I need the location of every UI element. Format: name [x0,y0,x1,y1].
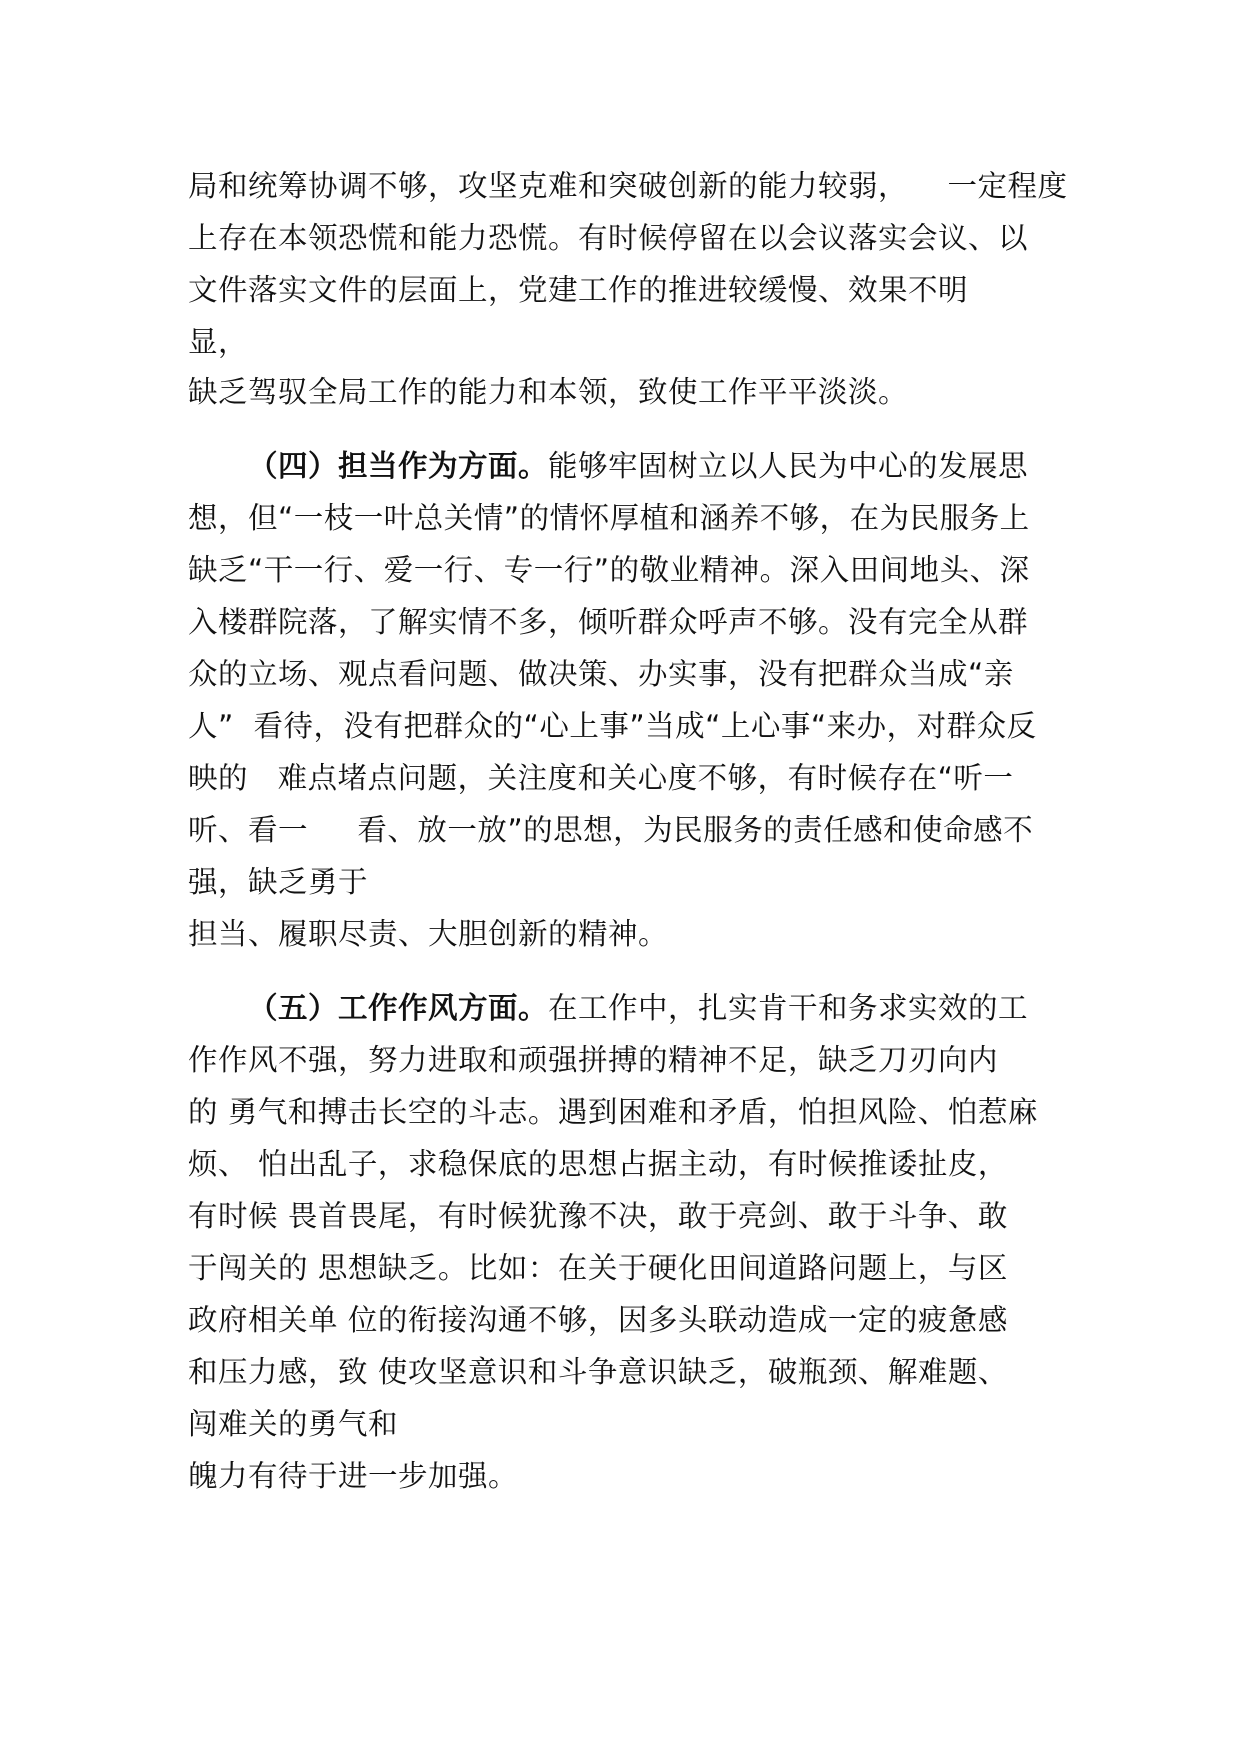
text-line: 局和统筹协调不够，攻坚克难和突破创新的能力较弱， 一定程度 [188,169,1068,203]
text-line: 魄力有待于进一步加强。 [188,1459,519,1493]
section-5-first-line-text: 在工作中，扎实肯干和务求实效的工 [548,991,1029,1025]
text-line: 担当、履职尽责、大胆创新的精神。 [188,917,669,951]
text-line: 众的立场、观点看问题、做决策、办实事，没有把群众当成“亲 [188,657,1014,691]
text-line: 听、看一 看、放一放”的思想，为民服务的责任感和使命感不 [188,813,1034,847]
text-line: 和压力感，致 使攻坚意识和斗争意识缺乏，破瓶颈、解难题、 [188,1355,1008,1389]
section-5-heading: （五）工作作风方面。 [248,991,549,1025]
text-line: 闯难关的勇气和 [188,1407,399,1441]
text-line: 人” 看待，没有把群众的“心上事”当成“上心事“来办，对群众反 [188,709,1037,743]
text-line: 缺乏驾驭全局工作的能力和本领，致使工作平平淡淡。 [188,375,909,409]
text-line: 上存在本领恐慌和能力恐慌。有时候停留在以会议落实会议、以 [188,221,1029,255]
section-4-first-line [248,446,1028,486]
text-line: 显， [188,325,249,359]
text-line: 的 勇气和搏击长空的斗志。遇到困难和矛盾，怕担风险、怕惹麻 [188,1095,1038,1129]
text-line: 于闯关的 思想缺乏。比如：在关于硬化田间道路问题上，与区 [188,1251,1008,1285]
text-line: 有时候 畏首畏尾，有时候犹豫不决，敢于亮剑、敢于斗争、敢 [188,1199,1008,1233]
text-line: 想，但“一枝一叶总关情”的情怀厚植和涵养不够，在为民服务上 [188,501,1030,535]
text-line: 映的 难点堵点问题，关注度和关心度不够，有时候存在“听一 [188,761,1014,795]
text-line: 作作风不强，努力进取和顽强拼搏的精神不足，缺乏刀刃向内 [188,1043,999,1077]
text-line: 缺乏“干一行、爱一行、专一行”的敬业精神。深入田间地头、深 [188,553,1030,587]
section-4-first-line-text: 能够牢固树立以人民为中心的发展思 [548,449,1029,483]
text-line: 入楼群院落，了解实情不多，倾听群众呼声不够。没有完全从群 [188,605,1029,639]
text-line: 强，缺乏勇于 [188,865,369,899]
text-line: 文件落实文件的层面上，党建工作的推进较缓慢、效果不明 [188,273,969,307]
text-line: 政府相关单 位的衔接沟通不够，因多头联动造成一定的疲惫感 [188,1303,1008,1337]
text-line: 烦、 怕出乱子，求稳保底的思想占据主动，有时候推诿扯皮， [188,1147,1008,1181]
section-4-heading: （四）担当作为方面。 [248,449,549,483]
section-5-first-line [248,988,1028,1028]
